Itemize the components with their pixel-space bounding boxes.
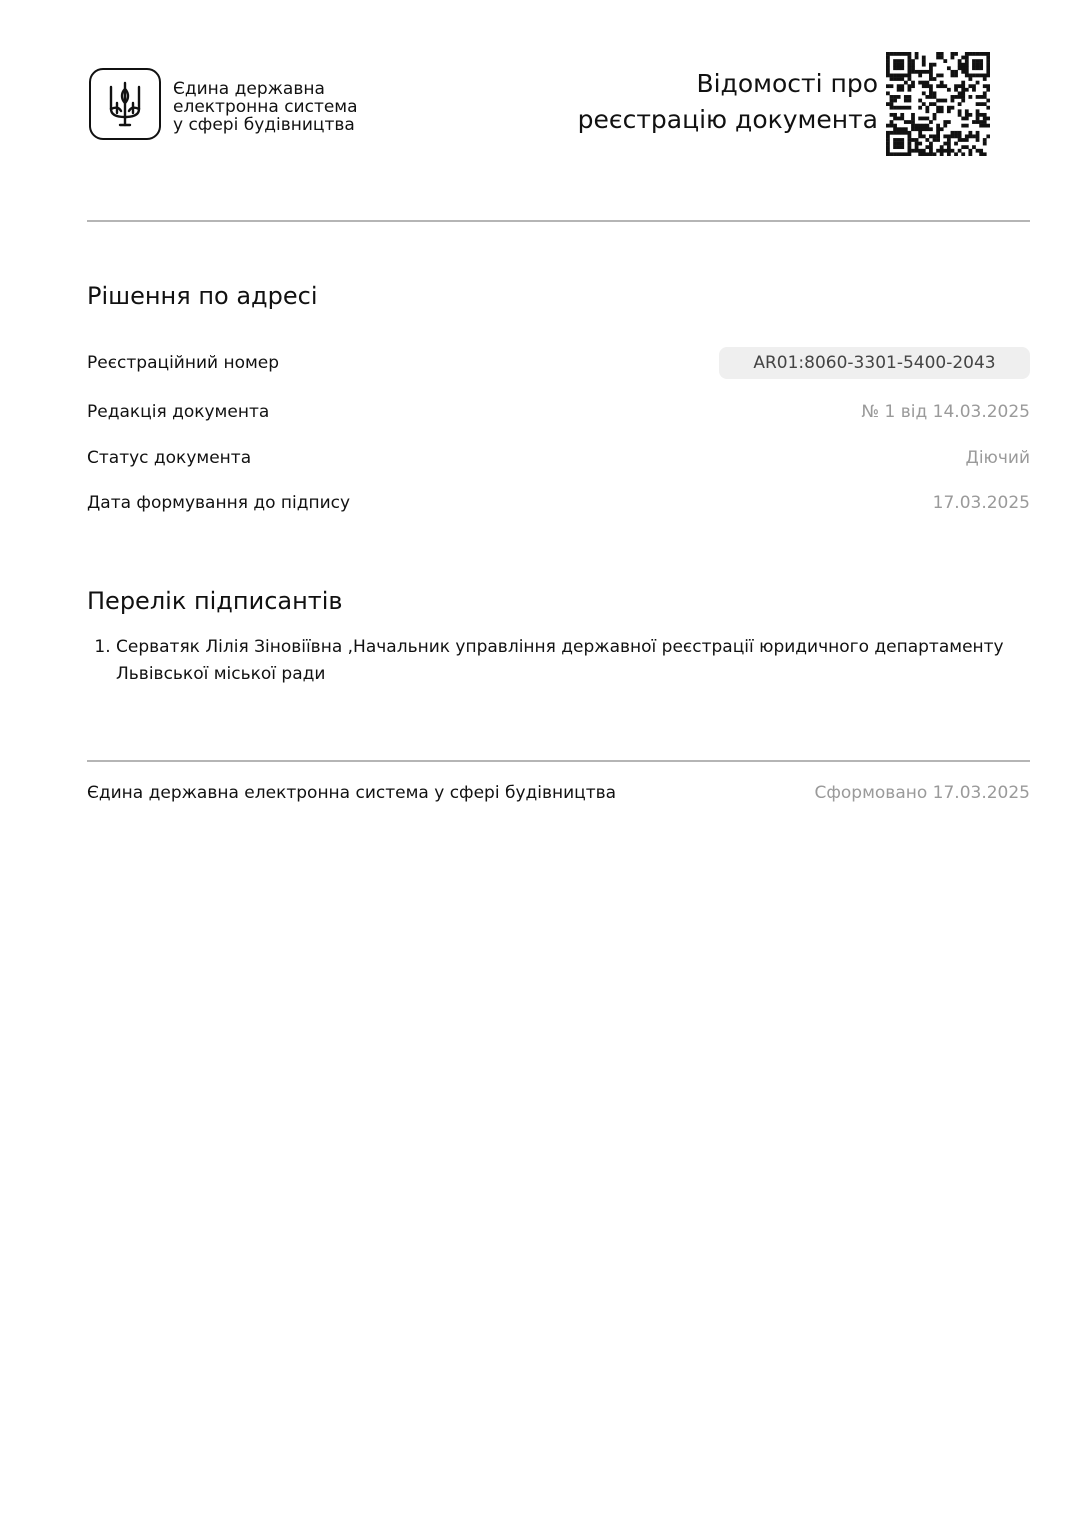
document-page [87,0,1030,1526]
document-title [578,66,878,138]
decision-section-title: Рішення по адресі [87,282,318,310]
list-item: 1. Серватяк Лілія Зіновіївна ,Начальник управління державної реєстрації юридичного департаменту Львівської міської ради [116,634,1016,688]
field-document-edition [87,396,1030,428]
signers-list [87,634,1016,688]
document-title-line: реєстрацію документа [577,105,878,134]
document-title-line: Відомості про [696,69,878,98]
document-header [87,0,1030,200]
footer-generated-date: Сформовано 17.03.2025 [814,783,1030,803]
document-status-value: Діючий [965,448,1030,468]
header-divider [87,220,1030,222]
signing-date-value: 17.03.2025 [932,493,1030,513]
field-label: Реєстраційний номер [87,353,280,373]
qr-code-icon [886,52,990,156]
org-name-line: Єдина державна [173,79,325,99]
trident-icon [89,68,161,140]
footer-divider [87,760,1030,762]
signers-section-title: Перелік підписантів [87,587,343,615]
org-name [173,80,358,134]
registration-number-value: AR01:8060-3301-5400-2043 [719,347,1030,379]
org-name-line: електронна система [173,97,358,117]
field-label: Статус документа [87,448,252,468]
footer-system-name: Єдина державна електронна система у сфері будівництва [87,783,617,803]
field-signing-date [87,487,1030,519]
field-label: Редакція документа [87,402,270,422]
field-registration-number [87,347,1030,379]
field-label: Дата формування до підпису [87,493,351,513]
org-name-line: у сфері будівництва [173,115,355,135]
document-edition-value: № 1 від 14.03.2025 [861,402,1030,422]
field-document-status [87,442,1030,474]
